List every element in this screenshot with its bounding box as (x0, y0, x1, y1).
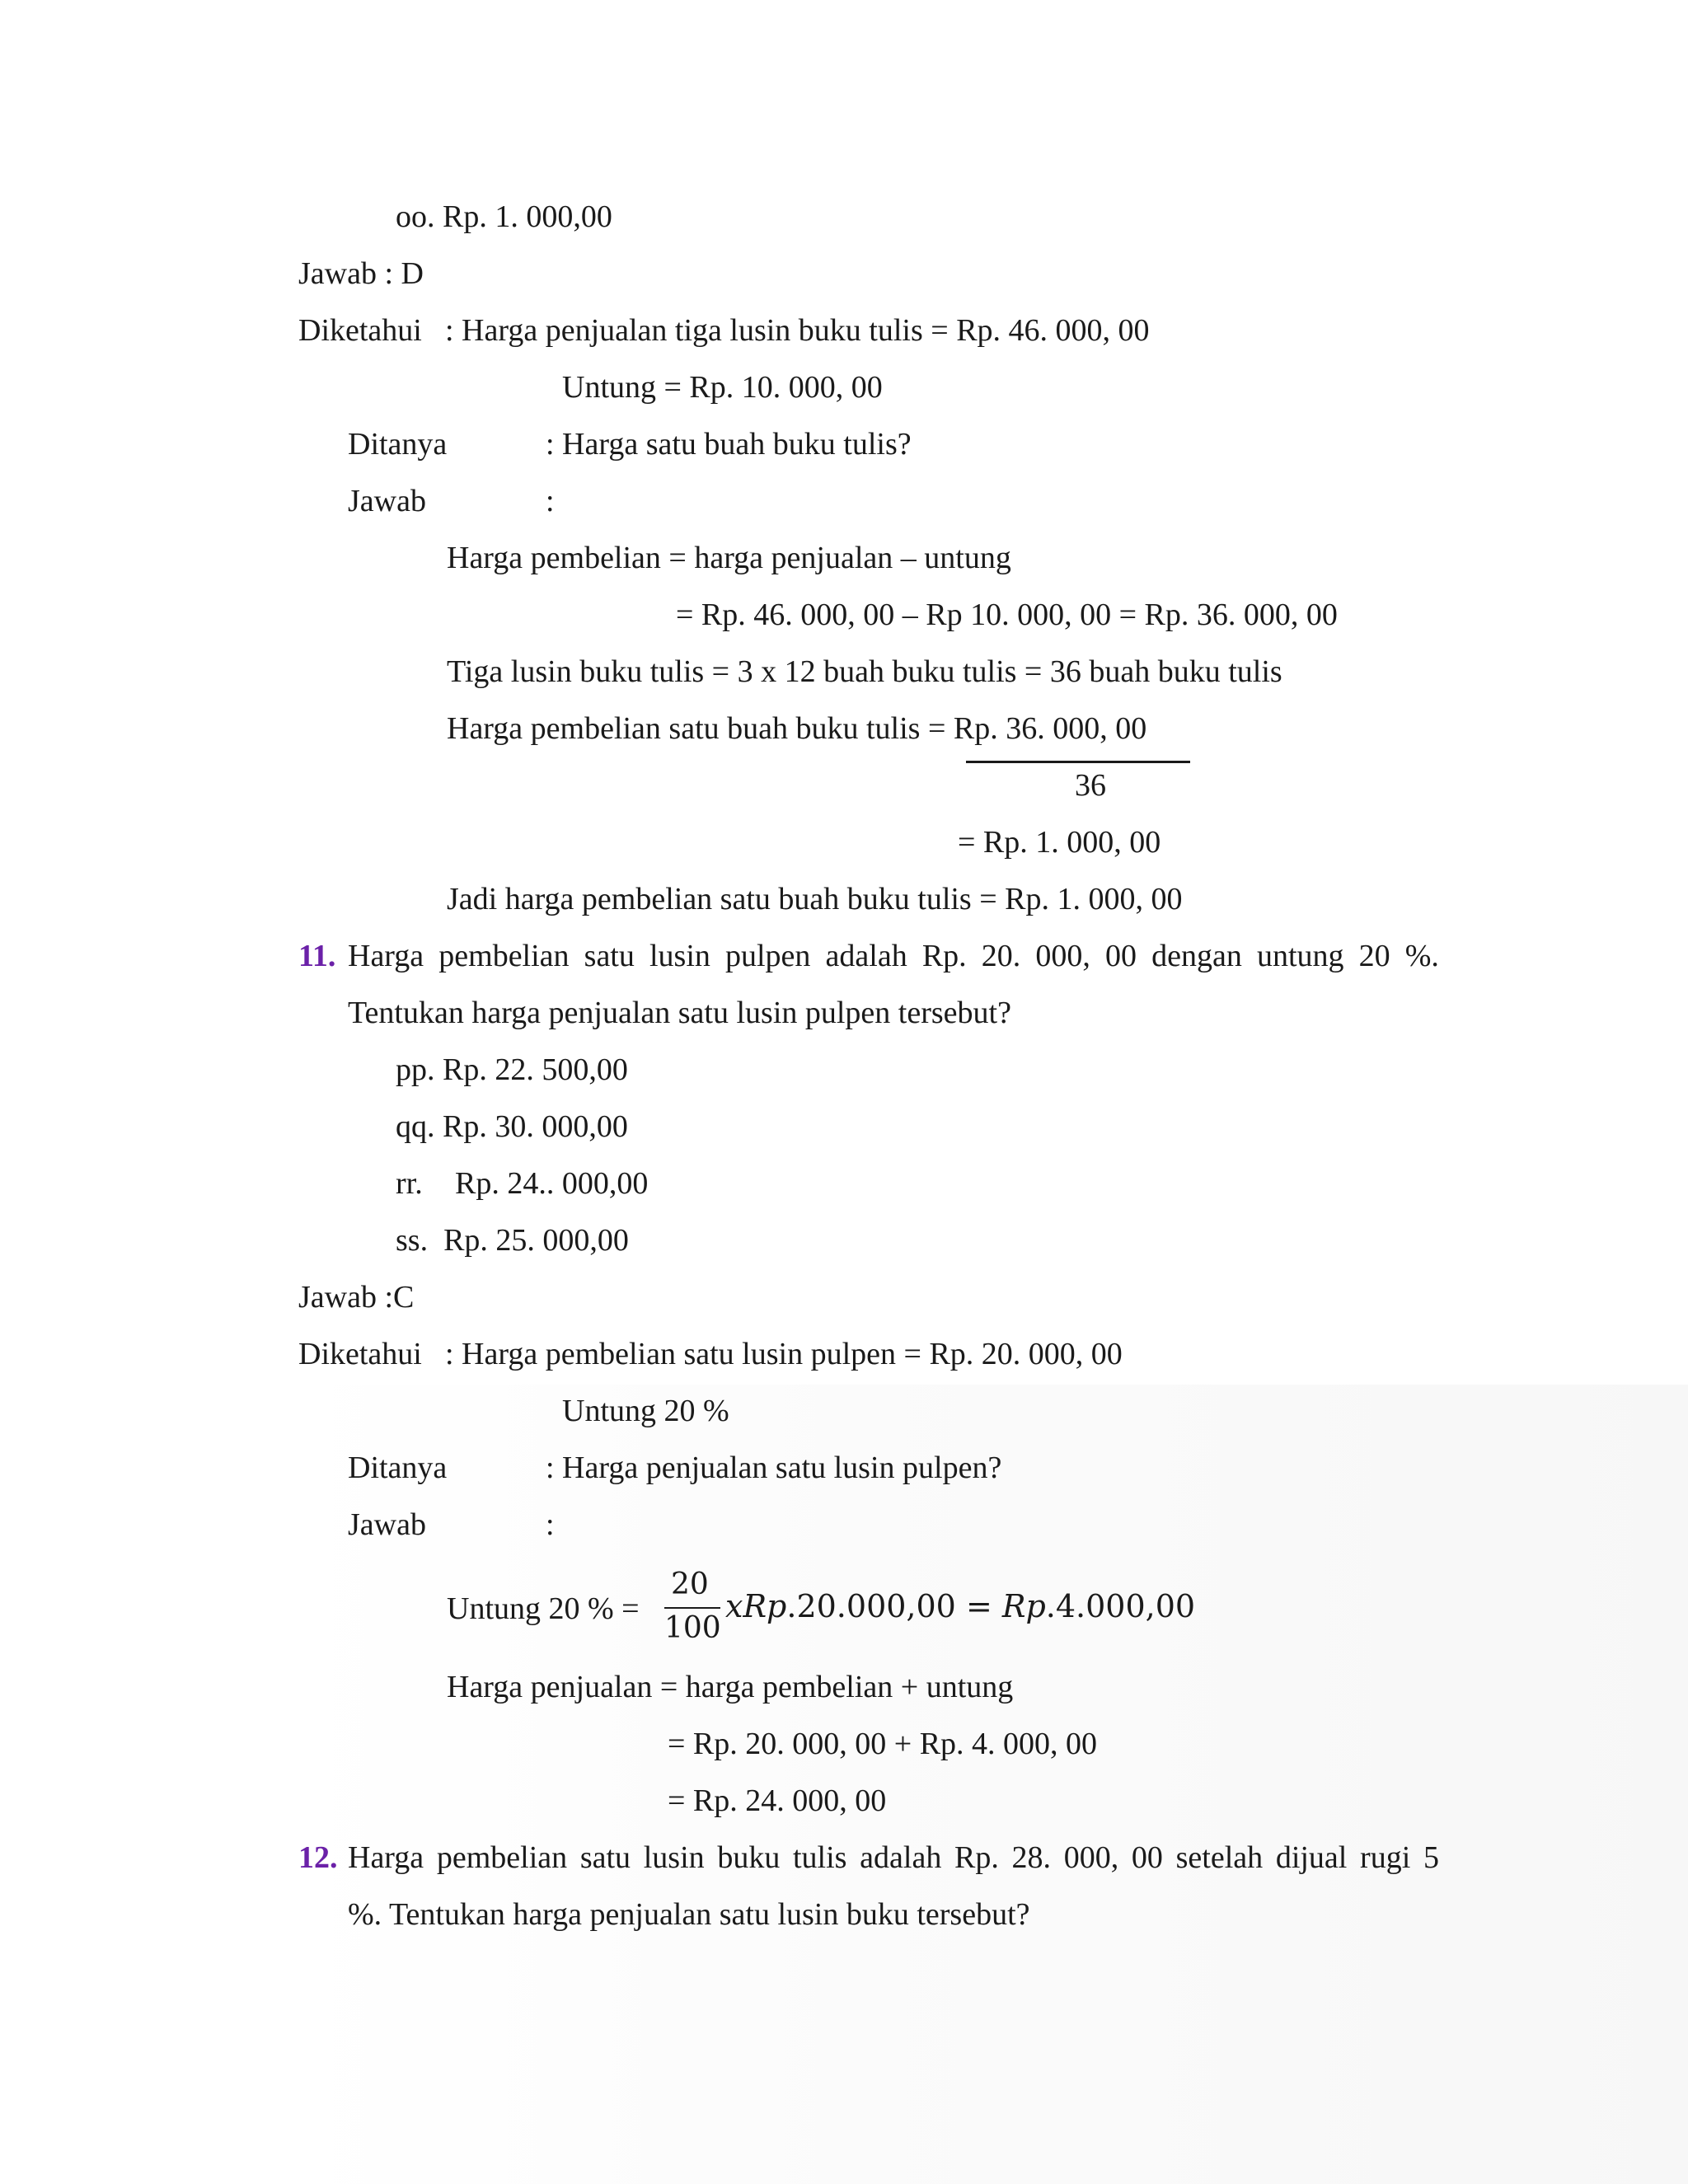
word: satu (579, 1840, 631, 1875)
profit-equation-rest (725, 1587, 1195, 1625)
question-12-line-1 (348, 1839, 1439, 1877)
word: 20. (981, 939, 1021, 973)
asked-text-2: : Harga penjualan satu lusin pulpen? (546, 1451, 1002, 1485)
word: 000, (1063, 1840, 1119, 1875)
profit-equation-label: Untung 20 % = (447, 1591, 640, 1626)
word: 00 (1131, 1840, 1163, 1875)
word: lusin (643, 1840, 705, 1875)
word: adalah (860, 1840, 942, 1875)
word: dijual (1275, 1840, 1348, 1875)
answer-label-2: Jawab (348, 1507, 426, 1542)
purchase-price-calc: = Rp. 46. 000, 00 – Rp 10. 000, 00 = Rp. 36. 000, 00 (676, 598, 1338, 632)
three-dozen-line: Tiga lusin buku tulis = 3 x 12 buah buku tulis = 36 buah buku tulis (447, 654, 1282, 689)
word: setelah (1175, 1840, 1264, 1875)
profit-1: Untung = Rp. 10. 000, 00 (562, 370, 883, 405)
word: 28. (1011, 1840, 1052, 1875)
word: pembelian (438, 939, 570, 973)
selling-price-result: = Rp. 24. 000, 00 (668, 1783, 887, 1818)
known-text-2: : Harga pembelian satu lusin pulpen = Rp. 20. 000, 00 (445, 1337, 1123, 1371)
selling-price-formula: Harga penjualan = harga pembelian + untung (447, 1670, 1014, 1704)
word: adalah (825, 939, 907, 973)
answer-c: Jawab :C (298, 1280, 415, 1315)
word: lusin (649, 939, 710, 973)
option-rr-value: Rp. 24.. 000,00 (455, 1166, 649, 1201)
option-pp: pp. Rp. 22. 500,00 (396, 1052, 628, 1087)
word: buku (717, 1840, 781, 1875)
word: dengan (1151, 939, 1242, 973)
word: 000, (1035, 939, 1090, 973)
question-11-line-2: Tentukan harga penjualan satu lusin pulpen tersebut? (348, 996, 1011, 1030)
word: Harga (348, 939, 424, 973)
purchase-price-formula: Harga pembelian = harga penjualan – untung (447, 541, 1011, 575)
fraction-numerator: 20 (671, 1568, 709, 1601)
word: Rp. (921, 939, 967, 973)
rp-symbol-1: Rp (743, 1588, 787, 1624)
times-symbol: x (725, 1588, 743, 1624)
option-qq: qq. Rp. 30. 000,00 (396, 1109, 628, 1144)
answer-d: Jawab : D (298, 256, 424, 291)
fraction-bar-1 (966, 761, 1190, 763)
unit-price-denominator: 36 (1075, 768, 1106, 803)
word: Harga (348, 1840, 424, 1875)
known-text-1: : Harga penjualan tiga lusin buku tulis = Rp. 46. 000, 00 (445, 313, 1150, 348)
answer-colon-2: : (546, 1507, 555, 1542)
option-ss: ss. Rp. 25. 000,00 (396, 1223, 629, 1258)
value-1: .20.000,00 (786, 1588, 956, 1624)
word: %. (1404, 939, 1439, 973)
selling-price-calc: = Rp. 20. 000, 00 + Rp. 4. 000, 00 (668, 1727, 1098, 1761)
question-11-line-1 (348, 937, 1439, 975)
word: satu (584, 939, 635, 973)
known-label-1: Diketahui (298, 313, 422, 348)
equals-symbol: = (955, 1588, 1002, 1624)
unit-price-result: = Rp. 1. 000, 00 (958, 825, 1161, 860)
answer-label-1: Jawab (348, 484, 426, 518)
word: Rp. (954, 1840, 999, 1875)
known-label-2: Diketahui (298, 1337, 422, 1371)
question-11-number: 11. (298, 939, 336, 973)
word: 20 (1358, 939, 1390, 973)
word: 5 (1423, 1840, 1439, 1875)
option-oo: oo. Rp. 1. 000,00 (396, 199, 612, 234)
option-rr-label: rr. (396, 1166, 423, 1201)
fraction-bar-2 (664, 1607, 720, 1609)
rp-symbol-2: Rp (1001, 1588, 1046, 1624)
question-12-number: 12. (298, 1840, 338, 1875)
question-12-line-2: %. Tentukan harga penjualan satu lusin buku tersebut? (348, 1897, 1030, 1932)
word: untung (1256, 939, 1344, 973)
page-shading (297, 1385, 1688, 2184)
word: 00 (1105, 939, 1137, 973)
answer-colon-1: : (546, 484, 555, 518)
profit-2: Untung 20 % (562, 1394, 729, 1428)
value-2: .4.000,00 (1045, 1588, 1196, 1624)
asked-label-1: Ditanya (348, 427, 448, 462)
conclusion-1: Jadi harga pembelian satu buah buku tulis = Rp. 1. 000, 00 (447, 882, 1183, 916)
asked-text-1: : Harga satu buah buku tulis? (546, 427, 912, 462)
word: tulis (793, 1840, 847, 1875)
asked-label-2: Ditanya (348, 1451, 448, 1485)
word: rugi (1360, 1840, 1411, 1875)
word: pembelian (436, 1840, 568, 1875)
unit-price-numerator: Harga pembelian satu buah buku tulis = Rp. 36. 000, 00 (447, 711, 1147, 746)
word: pulpen (725, 939, 811, 973)
fraction-denominator: 100 (664, 1611, 721, 1645)
